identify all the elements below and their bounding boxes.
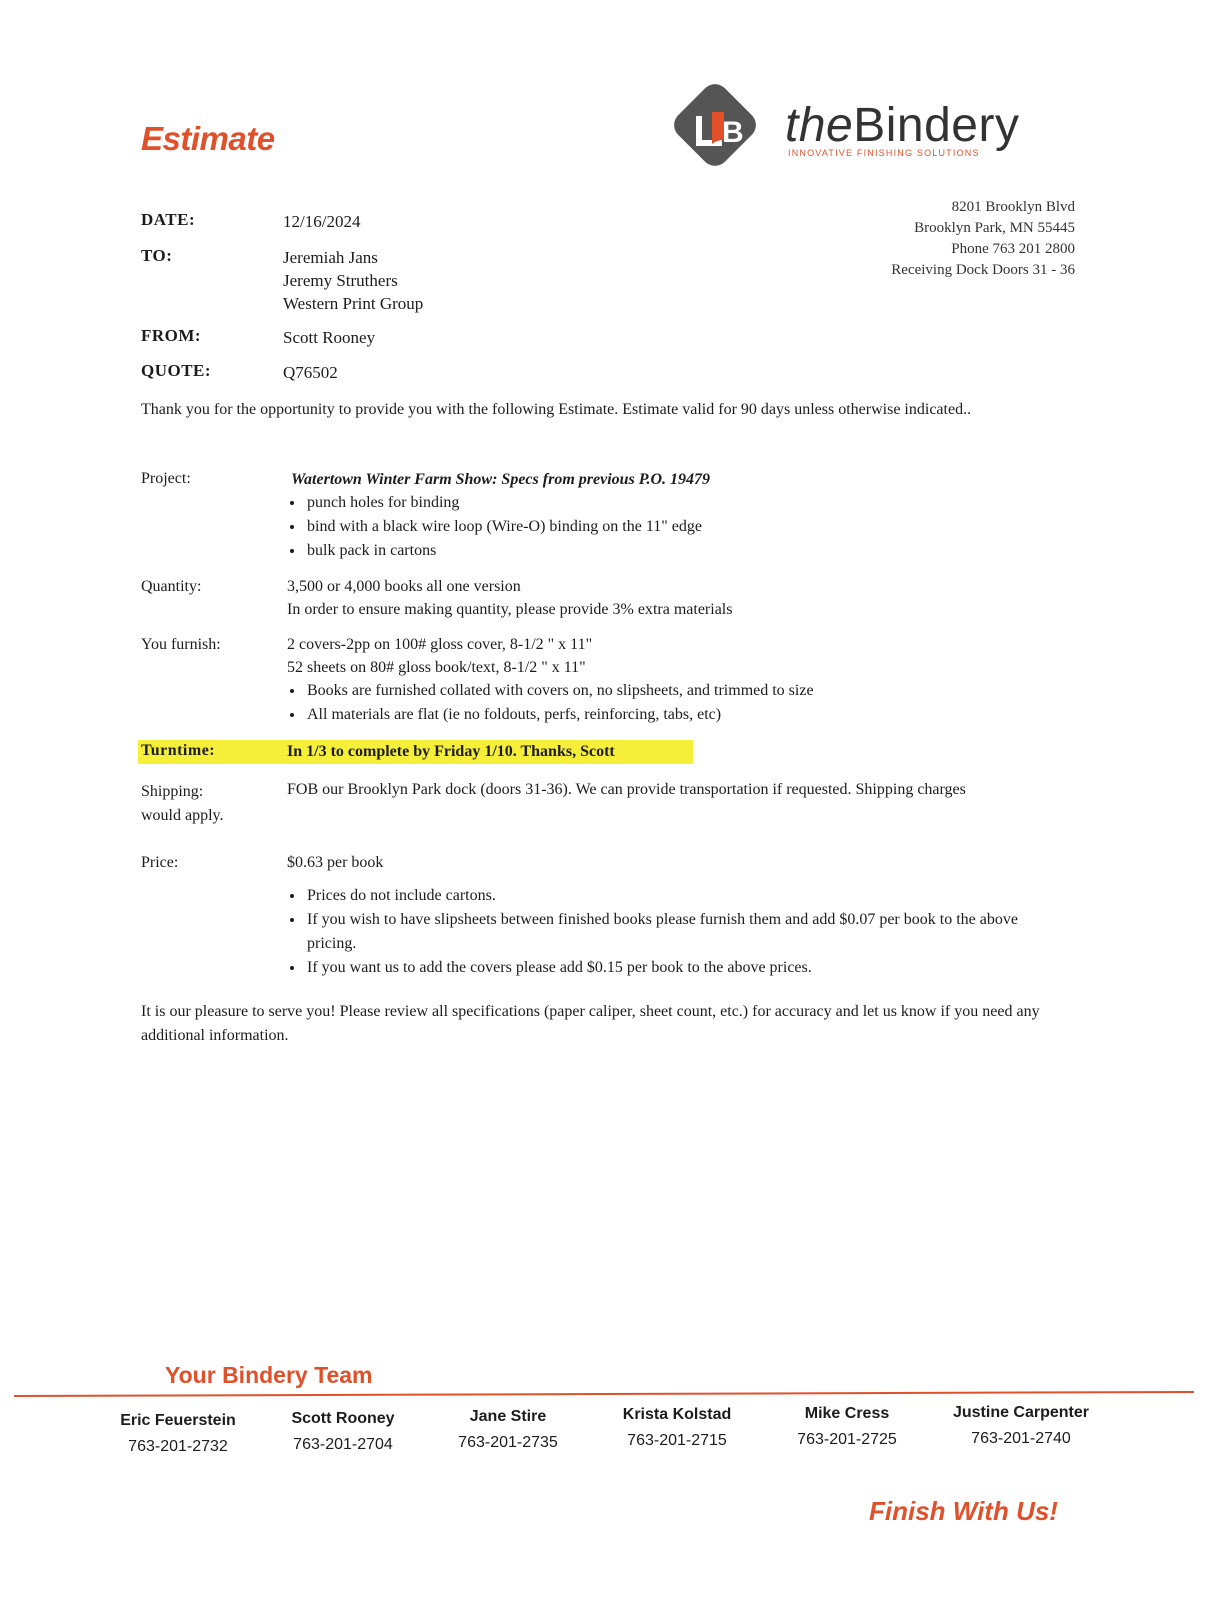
to-recipients xyxy=(283,246,423,315)
price-bullets xyxy=(287,884,1047,980)
project-title: Watertown Winter Farm Show: Specs from previous P.O. 19479 xyxy=(291,471,711,488)
date-label: DATE: xyxy=(141,210,196,229)
logo-tagline: INNOVATIVE FINISHING SOLUTIONS xyxy=(788,148,980,158)
list-item: • All materials are flat (ie no foldouts, perfs, reinforcing, tabs, etc) xyxy=(305,703,1107,727)
member-phone: 763-201-2732 xyxy=(128,1438,228,1455)
member-phone: 763-201-2740 xyxy=(971,1430,1071,1447)
address-line: Brooklyn Park, MN 55445 xyxy=(914,220,1075,236)
quantity-block xyxy=(287,575,1087,621)
address-line: 8201 Brooklyn Blvd xyxy=(951,199,1075,215)
member-name: Jane Stire xyxy=(469,1408,547,1425)
team-divider xyxy=(14,1391,1194,1397)
quote-value: Q76502 xyxy=(283,363,338,382)
member-name: Eric Feuerstein xyxy=(120,1412,236,1429)
member-phone: 763-201-2735 xyxy=(458,1434,558,1451)
list-item: • Prices do not include cartons. xyxy=(305,884,1047,908)
team-member xyxy=(253,1406,433,1458)
project-label: Project: xyxy=(141,470,191,487)
shipping-label-line: Shipping: xyxy=(141,783,204,800)
team-title: Your Bindery Team xyxy=(165,1362,373,1388)
price-block xyxy=(287,851,1047,980)
team-member xyxy=(757,1401,937,1453)
member-phone: 763-201-2704 xyxy=(293,1436,393,1453)
furnish-bullets xyxy=(287,679,1107,727)
list-item: • punch holes for binding xyxy=(305,491,1087,515)
to-label: TO: xyxy=(141,246,173,265)
address-line: Phone 763 201 2800 xyxy=(951,241,1075,257)
list-item: • bind with a black wire loop (Wire-O) binding on the 11" edge xyxy=(305,515,1087,539)
list-item: • If you want us to add the covers please add $0.15 per book to the above prices. xyxy=(305,956,1047,980)
list-item: • If you wish to have slipsheets between finished books please furnish them and add $0.07 per book to the above pricing. xyxy=(305,908,1047,956)
closing-paragraph: It is our pleasure to serve you! Please review all specifications (paper caliper, sheet count, etc.) for accuracy and let us know if you need any additional information. xyxy=(141,1003,1040,1044)
logo-wordmark xyxy=(785,98,1019,153)
company-address xyxy=(891,197,1075,281)
quantity-line: 3,500 or 4,000 books all one version xyxy=(287,578,521,595)
price-label: Price: xyxy=(141,854,179,871)
member-name: Mike Cress xyxy=(804,1405,890,1422)
recipient-line: Jeremiah Jans xyxy=(283,248,378,267)
document-title: Estimate xyxy=(141,120,275,157)
member-phone: 763-201-2725 xyxy=(797,1431,897,1448)
logo-word-prefix: the xyxy=(785,99,854,152)
shipping-label-line: would apply. xyxy=(141,807,224,824)
recipient-line: Western Print Group xyxy=(283,294,424,313)
shipping-label xyxy=(141,780,224,828)
quantity-line: In order to ensure making quantity, please provide 3% extra materials xyxy=(287,601,733,618)
date-value: 12/16/2024 xyxy=(283,212,361,231)
member-name: Scott Rooney xyxy=(291,1410,395,1427)
intro-paragraph: Thank you for the opportunity to provide you with the following Estimate. Estimate valid for 90 days unless otherwise indicated.. xyxy=(141,401,972,418)
list-item: • Books are furnished collated with covers on, no slipsheets, and trimmed to size xyxy=(305,679,1107,703)
from-label: FROM: xyxy=(141,326,202,345)
list-item: • bulk pack in cartons xyxy=(305,539,1087,563)
svg-text:B: B xyxy=(722,116,744,149)
team-member xyxy=(926,1400,1116,1452)
team-member xyxy=(88,1408,268,1460)
bindery-logo-mark-icon xyxy=(672,82,762,172)
member-phone: 763-201-2715 xyxy=(627,1432,727,1449)
member-name: Krista Kolstad xyxy=(622,1406,732,1423)
project-block xyxy=(287,468,1087,563)
member-name: Justine Carpenter xyxy=(952,1404,1090,1421)
furnish-block xyxy=(287,633,1107,727)
turntime-label: Turntime: xyxy=(141,742,216,759)
shipping-value: FOB our Brooklyn Park dock (doors 31-36). We can provide transportation if requested. Shipping charges xyxy=(287,781,966,798)
quantity-label: Quantity: xyxy=(141,578,202,595)
recipient-line: Jeremy Struthers xyxy=(283,271,398,290)
quote-label: QUOTE: xyxy=(141,361,212,380)
from-value: Scott Rooney xyxy=(283,328,376,347)
address-line: Receiving Dock Doors 31 - 36 xyxy=(891,262,1075,278)
price-value: $0.63 per book xyxy=(287,854,384,871)
turntime-value: In 1/3 to complete by Friday 1/10. Thanks, Scott xyxy=(287,743,615,760)
furnish-line: 2 covers-2pp on 100# gloss cover, 8-1/2 " x 11" xyxy=(287,636,593,653)
team-member xyxy=(418,1404,598,1456)
project-bullets xyxy=(287,491,1087,563)
furnish-label: You furnish: xyxy=(141,636,221,653)
logo-word-main: Bindery xyxy=(853,99,1020,152)
furnish-line: 52 sheets on 80# gloss book/text, 8-1/2 " x 11" xyxy=(287,659,586,676)
team-member xyxy=(587,1402,767,1454)
footer-tagline: Finish With Us! xyxy=(869,1496,1058,1526)
